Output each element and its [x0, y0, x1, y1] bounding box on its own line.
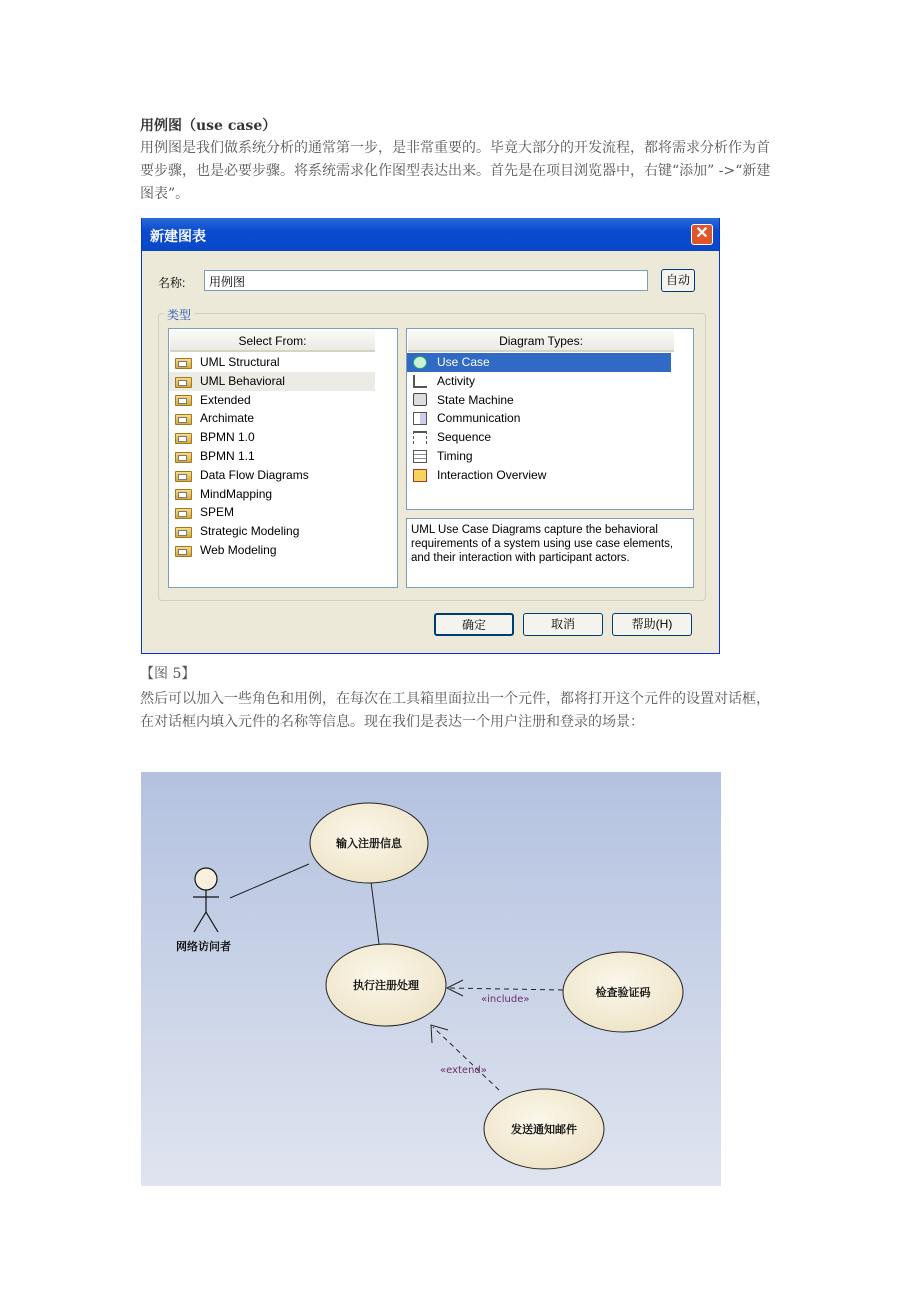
- select-from-item[interactable]: [169, 447, 375, 466]
- use-case-icon: [413, 356, 427, 369]
- select-from-item-label: Strategic Modeling: [200, 524, 300, 539]
- folder-icon: [175, 469, 192, 482]
- select-from-item[interactable]: [169, 391, 375, 410]
- select-from-item[interactable]: [169, 485, 375, 504]
- second-paragraph: 然后可以加入一些角色和用例，在每次在工具箱里面拉出一个元件，都将打开这个元件的设置对话框，在对话框内填入元件的名称等信息。现在我们是表达一个用户注册和登录的场景：: [140, 691, 770, 730]
- select-from-item-label: SPEM: [200, 505, 235, 520]
- association-actor-input: [230, 864, 309, 898]
- association-input-execute: [371, 882, 379, 944]
- diagram-type-item[interactable]: [407, 409, 671, 428]
- close-button[interactable]: [691, 224, 713, 245]
- activity-icon: [413, 375, 427, 388]
- folder-icon: [175, 412, 192, 425]
- folder-icon: [175, 525, 192, 538]
- select-from-item[interactable]: [169, 503, 375, 522]
- sequence-icon: [413, 431, 427, 444]
- folder-icon: [175, 356, 192, 369]
- select-from-item-label: MindMapping: [200, 486, 273, 501]
- diagram-type-label: Activity: [437, 373, 476, 388]
- diagram-type-label: Timing: [437, 448, 473, 463]
- folder-icon: [175, 431, 192, 444]
- communication-icon: [413, 412, 427, 425]
- diagram-type-item[interactable]: [407, 372, 671, 391]
- cancel-button[interactable]: 取消: [523, 613, 603, 636]
- extend-relation: [431, 1025, 499, 1090]
- select-from-item-label: UML Structural: [200, 355, 280, 369]
- diagram-types-list[interactable]: [406, 328, 694, 510]
- select-from-item-label: Data Flow Diagrams: [200, 467, 309, 482]
- folder-icon: [175, 393, 192, 406]
- actor-label: 网络访问者: [176, 940, 231, 953]
- new-diagram-dialog: [141, 218, 720, 654]
- diagram-type-item[interactable]: [407, 466, 671, 485]
- dialog-title: 新建图表: [150, 229, 206, 245]
- diagram-type-item[interactable]: [407, 353, 671, 372]
- use-case-notify-label: 发送通知邮件: [511, 1123, 577, 1136]
- diagram-type-item[interactable]: [407, 428, 671, 447]
- diagram-type-label: Sequence: [437, 430, 492, 445]
- select-from-item-label: Archimate: [200, 411, 255, 426]
- select-from-item-label: BPMN 1.1: [200, 448, 255, 463]
- figure-caption: 【图 5】: [140, 666, 196, 682]
- close-icon: ✕: [695, 225, 709, 242]
- use-case-execute-label: 执行注册处理: [353, 979, 419, 992]
- diagram-types-header[interactable]: Diagram Types:: [408, 330, 674, 352]
- diagram-types-items: [407, 353, 693, 485]
- select-from-item-label: UML Behavioral: [200, 373, 285, 388]
- ok-button[interactable]: 确定: [434, 613, 514, 636]
- diagram-type-item[interactable]: [407, 447, 671, 466]
- extend-label: «extend»: [440, 1065, 487, 1076]
- use-case-diagram: [141, 772, 721, 1186]
- select-from-item-label: BPMN 1.0: [200, 430, 255, 445]
- include-label: «include»: [481, 994, 530, 1005]
- name-input[interactable]: 用例图: [204, 270, 648, 291]
- use-case-input-label: 输入注册信息: [336, 837, 402, 850]
- dialog-titlebar: [142, 218, 719, 251]
- select-from-items: [169, 353, 397, 560]
- state-machine-icon: [413, 393, 427, 406]
- auto-button[interactable]: 自动: [661, 269, 695, 292]
- use-case-diagram-svg: [141, 772, 721, 1186]
- select-from-item[interactable]: [169, 466, 375, 485]
- diagram-description: UML Use Case Diagrams capture the behavioral requirements of a system using use case elements, and their interaction with participant actors.: [406, 518, 694, 588]
- select-from-header[interactable]: Select From:: [170, 330, 375, 352]
- diagram-type-label: Communication: [437, 411, 521, 426]
- folder-icon: [175, 450, 192, 463]
- timing-icon: [413, 450, 427, 463]
- select-from-item[interactable]: [169, 541, 375, 560]
- select-from-item[interactable]: [169, 428, 375, 447]
- diagram-type-label: Use Case: [437, 355, 490, 369]
- diagram-type-item[interactable]: [407, 391, 671, 410]
- select-from-item[interactable]: [169, 522, 375, 541]
- folder-icon: [175, 487, 192, 500]
- use-case-check-label: 检查验证码: [595, 986, 651, 999]
- folder-icon: [175, 544, 192, 557]
- interaction-overview-icon: [413, 469, 427, 482]
- folder-icon: [175, 506, 192, 519]
- folder-icon: [175, 375, 192, 388]
- intro-paragraph: 用例图是我们做系统分析的通常第一步，是非常重要的。毕竟大部分的开发流程，都将需求分析作为首要步骤，也是必要步骤。将系统需求化作图型表达出来。首先是在项目浏览器中，右键“添加” ->“新建图表”。: [140, 140, 771, 202]
- select-from-item[interactable]: [169, 372, 375, 391]
- select-from-item-label: Web Modeling: [200, 542, 277, 557]
- section-heading: 用例图（use case）: [140, 118, 277, 134]
- actor-figure: [193, 868, 219, 932]
- diagram-type-label: State Machine: [437, 392, 514, 407]
- select-from-item-label: Extended: [200, 392, 251, 407]
- name-label: 名称:: [158, 276, 186, 290]
- select-from-item[interactable]: [169, 409, 375, 428]
- type-group-label: 类型: [164, 306, 194, 323]
- help-button[interactable]: 帮助(H): [612, 613, 692, 636]
- diagram-type-label: Interaction Overview: [437, 467, 547, 482]
- select-from-list[interactable]: [168, 328, 398, 588]
- select-from-item[interactable]: [169, 353, 375, 372]
